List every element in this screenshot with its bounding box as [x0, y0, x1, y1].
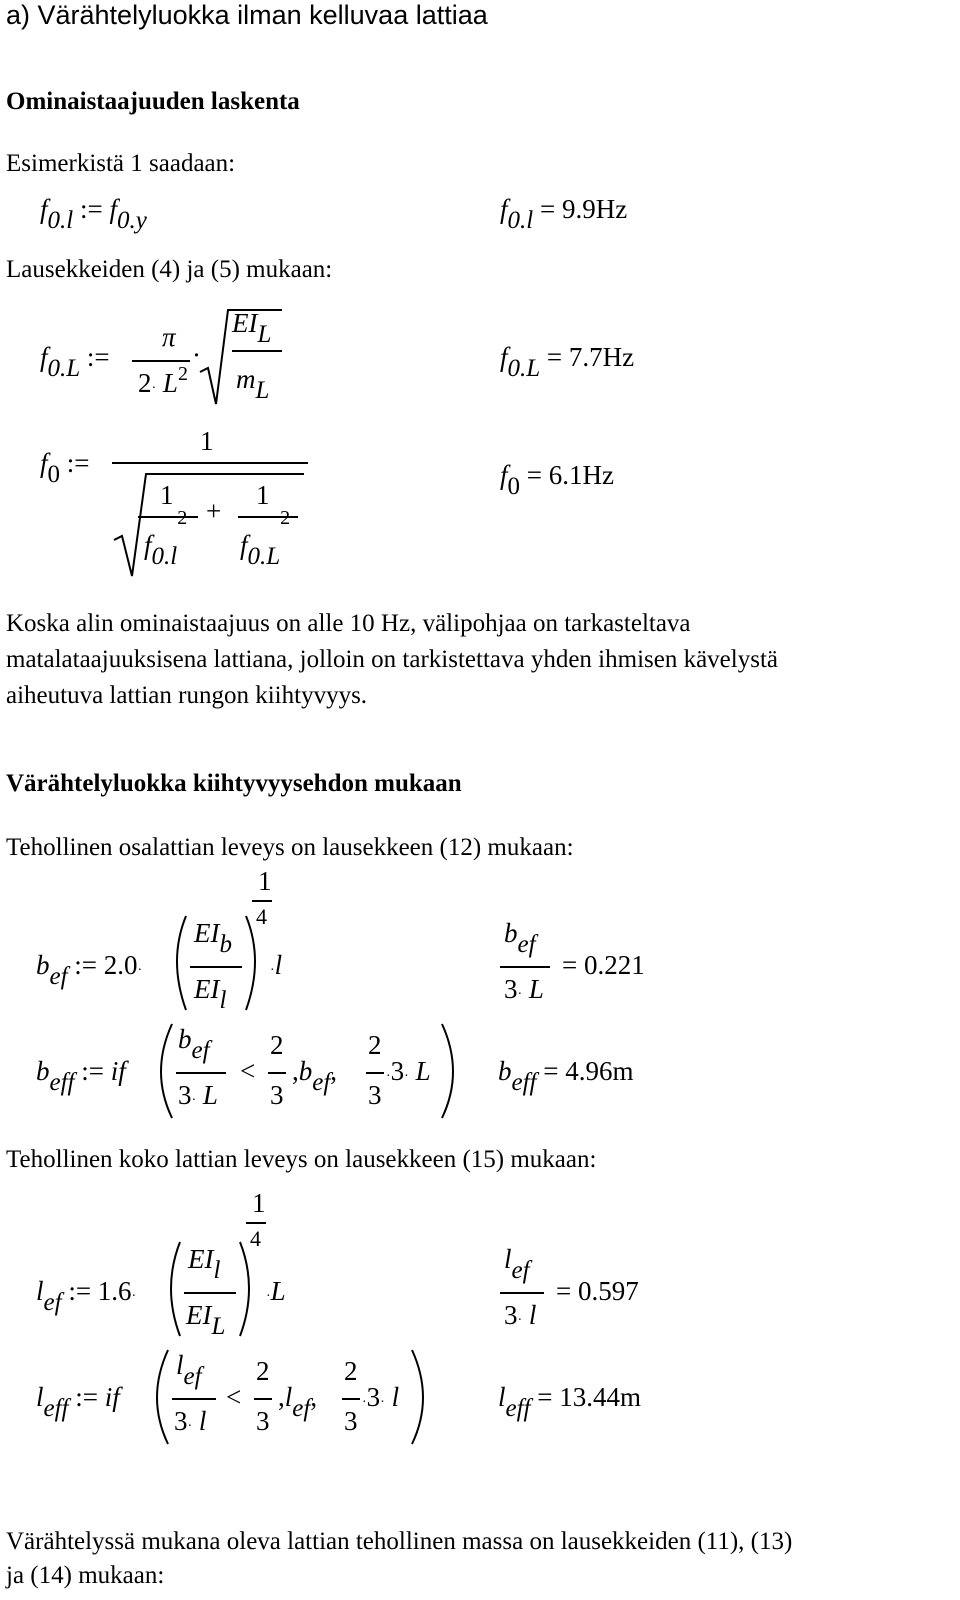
times-l: ·l [270, 950, 283, 980]
equals-sign: = [562, 950, 578, 980]
exp-den-4: 4 [256, 904, 267, 929]
assign-op: := [74, 950, 98, 980]
right-paren [240, 1242, 249, 1336]
var-m: m [236, 364, 256, 394]
sub-ef: ef [517, 931, 536, 958]
plus-sign: + [206, 496, 222, 526]
sub-L: L [257, 321, 272, 348]
sub-b: b [219, 931, 232, 958]
comma: , [292, 1056, 299, 1086]
var-b: b [504, 918, 518, 948]
para-line-2: matalataajuuksisena lattiana, jolloin on tarkistettava yhden ihmisen kävelystä [6, 646, 778, 673]
inner-num-1b: 1 [256, 480, 270, 510]
dot-multiply: · [192, 340, 201, 370]
pi-symbol: π [162, 322, 176, 352]
sub-L: L [255, 377, 270, 404]
var-b: b [498, 1056, 512, 1086]
sub-0l: 0.l [47, 207, 74, 234]
sub-l: l [219, 987, 227, 1014]
sub-eff: eff [505, 1395, 531, 1422]
var-f: f [500, 460, 508, 490]
value: 13.44 [559, 1382, 620, 1412]
sub-ef: ef [312, 1069, 331, 1096]
intro-text: Esimerkistä 1 saadaan: [6, 150, 236, 177]
num-3: 3 [178, 1080, 192, 1110]
frac-2d: 2 [344, 1356, 358, 1386]
value: 6.1 [548, 460, 583, 490]
var-f: f [240, 530, 248, 560]
var-EI: EI [194, 974, 220, 1004]
unit: Hz [582, 460, 614, 490]
sub-ef: ef [49, 963, 68, 990]
text-15: Tehollinen koko lattian leveys on lausekkeen (15) mukaan: [6, 1146, 597, 1173]
unit: Hz [602, 342, 635, 372]
res-lef-den: 3· l [504, 1300, 537, 1330]
sub-ef: ef [191, 1037, 210, 1064]
value: 9.9 [561, 194, 596, 224]
times-3L: ·3· L [386, 1056, 431, 1086]
equals-sign: = [546, 342, 563, 372]
var-b: b [36, 950, 50, 980]
sub-ef: ef [292, 1395, 311, 1422]
var-f: f [109, 194, 117, 224]
exp-2: 2 [177, 363, 188, 385]
var-L: L [162, 368, 178, 398]
section-heading-acceleration: Värähtelyluokka kiihtyvyysehdon mukaan [6, 770, 462, 797]
assign-op: := [66, 448, 90, 478]
var-L: L [270, 1276, 286, 1306]
var-f: f [40, 194, 48, 224]
assign-op: := [86, 342, 110, 372]
var-l: l [391, 1382, 400, 1412]
exp-num-1b: 1 [252, 1188, 266, 1218]
sub-0: 0 [507, 473, 521, 500]
assign-op: := [81, 1056, 104, 1086]
assign-op: := [75, 1382, 98, 1412]
left-paren [157, 1350, 168, 1444]
value: 7.7 [568, 342, 603, 372]
if-keyword: if [110, 1056, 126, 1086]
comma: , [330, 1056, 338, 1086]
var-b: b [298, 1056, 313, 1086]
equals-sign: = [543, 1056, 559, 1086]
num-3: 3 [504, 974, 518, 1004]
var-l: l [284, 1382, 293, 1412]
frac-3: 3 [270, 1080, 284, 1110]
num-3: 3 [390, 1056, 405, 1086]
frac-2b: 2 [368, 1030, 382, 1060]
if-frac-den-l: 3· l [174, 1406, 207, 1436]
frac-3d: 3 [344, 1406, 358, 1436]
right-paren [246, 916, 255, 1010]
var-l: l [36, 1276, 44, 1306]
unit: Hz [595, 194, 628, 224]
sub-0L: 0.L [47, 355, 81, 382]
sub-0l: 0.l [507, 207, 534, 234]
left-paren [171, 1242, 180, 1336]
sub-eff: eff [43, 1395, 69, 1422]
equals-sign: = [537, 1382, 553, 1412]
var-L: L [528, 974, 544, 1004]
sub-0L: 0.L [247, 543, 281, 570]
equals-sign: = [539, 194, 556, 224]
var-l: l [528, 1300, 537, 1330]
right-paren [412, 1350, 423, 1444]
var-b: b [178, 1024, 192, 1054]
var-EI: EI [188, 1244, 214, 1274]
num-3: 3 [174, 1406, 188, 1436]
sub-0y: 0.y [116, 207, 147, 234]
frac-3c: 3 [256, 1406, 270, 1436]
left-paren [161, 1024, 172, 1118]
unit: m [620, 1382, 642, 1412]
exp-2: 2 [177, 507, 188, 529]
var-f: f [144, 530, 152, 560]
var-f: f [500, 194, 508, 224]
equals-sign: = [526, 460, 542, 490]
numerator-1: 1 [200, 426, 214, 456]
var-f: f [500, 342, 508, 372]
footer-line-2: ja (14) mukaan: [6, 1562, 165, 1589]
var-l: l [274, 950, 283, 980]
section-heading-frequency: Ominaistaajuuden laskenta [6, 88, 300, 115]
var-L: L [202, 1080, 218, 1110]
var-f: f [40, 342, 48, 372]
sub-l: l [213, 1257, 221, 1284]
var-EI: EI [194, 918, 220, 948]
num-3: 3 [366, 1382, 381, 1412]
denominator-2L2: $2\cdot L^2$ [138, 363, 188, 398]
if-keyword: if [104, 1382, 120, 1412]
lausekkeiden-text: Lausekkeiden (4) ja (5) mukaan: [6, 256, 333, 283]
coef-2: 2.0 [103, 950, 138, 980]
times-L: ·L [266, 1276, 286, 1306]
if-frac-den: 3· L [178, 1080, 218, 1110]
text-12: Tehollinen osalattian leveys on lausekkeen (12) mukaan: [6, 834, 574, 861]
res-frac-den: 3· L [504, 974, 544, 1004]
right-paren [442, 1024, 453, 1118]
sub-eff: eff [49, 1069, 75, 1096]
eq-bef-lhs: bef := 2.0· [36, 950, 143, 990]
var-EI: EI [186, 1300, 212, 1330]
value: 4.96 [565, 1056, 613, 1086]
frac-2c: 2 [256, 1356, 270, 1386]
sub-eff: eff [511, 1069, 537, 1096]
lt-sign: < [226, 1382, 242, 1412]
var-EI: EI [232, 308, 258, 338]
var-l: l [176, 1350, 184, 1380]
exp-num-1: 1 [258, 866, 272, 896]
var-b: b [36, 1056, 50, 1086]
exp-den-4b: 4 [250, 1226, 261, 1251]
sqrt-symbol [200, 310, 282, 404]
var-l: l [504, 1244, 512, 1274]
unit: m [612, 1056, 634, 1086]
sqrt-symbol [114, 474, 304, 576]
var-l: l [198, 1406, 207, 1436]
footer-line-1: Värähtelyssä mukana oleva lattian tehollinen massa on lausekkeiden (11), (13) [6, 1528, 793, 1555]
exp-2: 2 [280, 507, 291, 529]
eq-lef-lhs: lef := 1.6· [36, 1276, 137, 1316]
value: 0.597 [577, 1276, 639, 1306]
inner-num-1: 1 [160, 480, 174, 510]
comma: , [310, 1382, 318, 1412]
num-2: 2 [138, 368, 152, 398]
para-line-3: aiheutuva lattian rungon kiihtyvyys. [6, 682, 368, 709]
para-line-1: Koska alin ominaistaajuus on alle 10 Hz, välipohjaa on tarkasteltava [6, 610, 691, 637]
times-3l: ·3· l [362, 1382, 400, 1412]
lt-sign: < [240, 1056, 256, 1086]
equals-sign: = [556, 1276, 572, 1306]
left-paren [177, 916, 186, 1010]
sub-0: 0 [47, 461, 61, 488]
var-f: f [40, 448, 48, 478]
sub-0l: 0.l [151, 543, 178, 570]
frac-3b: 3 [368, 1080, 382, 1110]
sub-0L: 0.L [507, 355, 541, 382]
value: 0.221 [583, 950, 645, 980]
sub-ef: ef [183, 1363, 202, 1390]
var-L: L [415, 1056, 431, 1086]
var-l: l [36, 1382, 44, 1412]
assign-op: := [79, 194, 103, 224]
comma: , [278, 1382, 285, 1412]
coef-1-6: 1.6 [97, 1276, 132, 1306]
sub-ef: ef [43, 1289, 62, 1316]
sub-L: L [211, 1313, 226, 1340]
page-title: a) Värähtelyluokka ilman kelluvaa lattiaa [6, 0, 488, 30]
sub-ef: ef [511, 1257, 530, 1284]
num-3: 3 [504, 1300, 518, 1330]
frac-2: 2 [270, 1030, 284, 1060]
var-l: l [498, 1382, 506, 1412]
assign-op: := [68, 1276, 92, 1306]
